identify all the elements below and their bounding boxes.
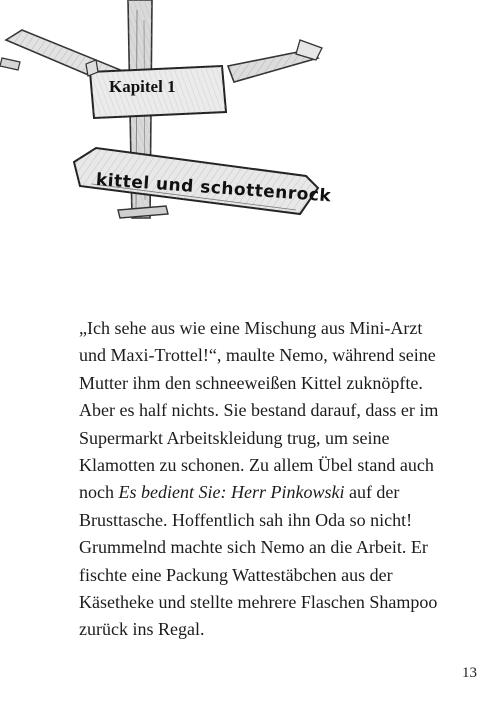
chapter-label: Kapitel 1 [109,77,176,96]
signpost-illustration [0,0,495,260]
body-text [79,315,491,644]
right-plank [228,40,322,82]
text-segment: auf der [344,482,400,503]
text-line: Brusttasche. Hoffentlich sah ihn Oda so nicht! [79,509,413,530]
text-line: „Ich sehe aus wie eine Mischung aus Mini-Arzt [79,318,423,338]
text-line: Mutter ihm den schneeweißen Kittel zuknöpfte. [79,372,423,393]
text-line: Grummelnd machte sich Nemo an die Arbeit. Er [79,537,428,558]
text-line: und Maxi-Trottel!“, maulte Nemo, während seine [79,345,436,366]
page-number: 13 [462,665,477,681]
text-line [79,479,491,506]
italic-sign-text: Es bedient Sie: Herr Pinkowski [118,482,345,503]
text-line: Käsetheke und stellte mehrere Flaschen Shampoo [79,592,438,613]
text-line: Supermarkt Arbeitskleidung trug, um seine [79,427,390,448]
text-segment: noch [79,482,119,503]
text-line: fischte eine Packung Wattestäbchen aus der [79,564,393,585]
text-line: zurück ins Regal. [79,619,205,640]
text-line: Aber es half nichts. Sie bestand darauf, dass er im [79,400,439,421]
text-line: Klamotten zu schonen. Zu allem Übel stand auch [79,455,434,476]
chapter-title: kittel und schottenrock [95,170,332,207]
